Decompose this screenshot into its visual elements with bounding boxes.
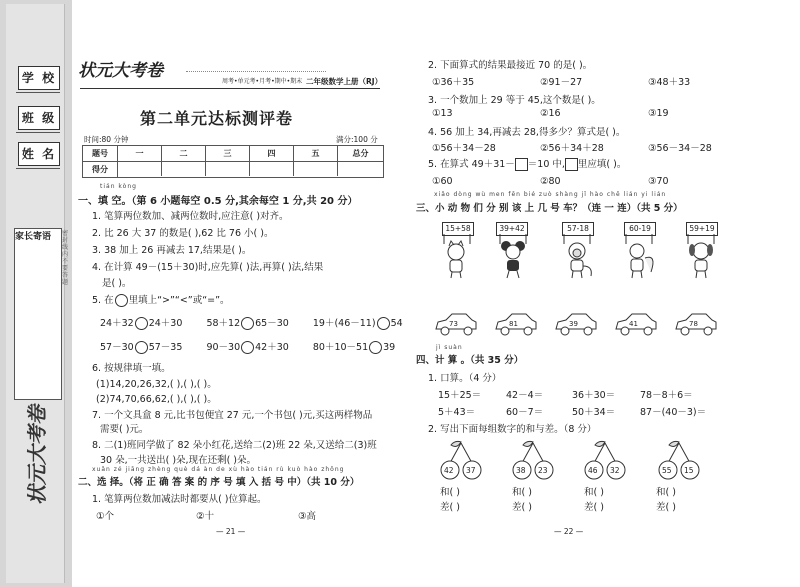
s4-oral-label: 1. 口算。（4 分） <box>428 373 502 384</box>
score-cell-2: 二 <box>162 146 206 161</box>
cherry-2-left: 38 <box>516 466 526 475</box>
animal-cat-icon[interactable] <box>436 220 480 280</box>
page-number-left: — 21 — <box>216 527 246 536</box>
car-4[interactable] <box>614 311 658 337</box>
s2-q5-b: ＝10 中, <box>527 159 565 170</box>
score-input-5[interactable] <box>294 162 338 176</box>
expr: 58＋12 <box>206 318 241 329</box>
s2-q1-opt2[interactable]: ②十 <box>196 511 215 522</box>
s2-q1: 1. 笔算两位数加减法时都要从( )位算起。 <box>92 494 267 505</box>
answer-circle[interactable] <box>135 341 148 354</box>
s1-q5 <box>92 292 230 307</box>
sign-1: 15+58 <box>442 222 474 236</box>
s1-q7b: 需要( )元。 <box>100 424 149 435</box>
cherry-2-right: 23 <box>538 466 548 475</box>
s2-q2-opt1[interactable]: ①36＋35 <box>432 77 475 88</box>
score-cell-total: 总分 <box>352 149 369 158</box>
sum-1[interactable]: 和( ) <box>440 487 460 498</box>
section2-pinyin: xuǎn zé jiāng zhèng què dá àn de xù hào tián rù kuò hào zhōng <box>92 466 345 473</box>
school-label: 学 校 <box>18 66 60 90</box>
header-dots <box>186 71 326 72</box>
s1-q1: 1. 笔算两位数加、减两位数时,应注意( )对齐。 <box>92 211 289 222</box>
s2-q5-opt3[interactable]: ③70 <box>648 176 669 187</box>
seal-line-note: 密封线内不要答题 <box>62 230 69 286</box>
score-cell-5: 五 <box>294 146 338 161</box>
section4-heading: 四、计 算 。（共 35 分） <box>416 355 524 366</box>
section1-heading: 一、填 空。（第 6 小题每空 0.5 分,其余每空 1 分,共 20 分） <box>78 196 358 207</box>
grade-text: 二年级数学上册（RJ） <box>306 77 383 86</box>
car-1[interactable] <box>434 311 478 337</box>
s1-q7a: 7. 一个文具盒 8 元,比书包便宜 27 元,一个书包( )元,买这两样物品 <box>92 410 373 421</box>
expr: 42＋30 <box>255 342 289 353</box>
s1-q3: 3. 38 加上 26 再减去 17,结果是( )。 <box>92 245 252 256</box>
s1-q5-pre: 5. 在 <box>92 295 114 306</box>
car-1-number: 73 <box>449 320 458 328</box>
section2-heading: 二、选 择。（将 正 确 答 案 的 序 号 填 入 括 号 中）（共 10 分） <box>78 477 360 488</box>
name-line[interactable] <box>16 168 60 169</box>
strip-logo <box>22 400 52 510</box>
oral-8[interactable]: 87－(40－3)＝ <box>640 407 707 418</box>
s2-q2-opt3[interactable]: ③48＋33 <box>648 77 691 88</box>
cherry-4-right: 15 <box>684 466 694 475</box>
expr: 80＋10－51 <box>312 342 369 353</box>
header-rule <box>80 88 380 89</box>
expr: 90－30 <box>206 342 241 353</box>
s2-q3-opt3[interactable]: ③19 <box>648 108 669 119</box>
blank-square[interactable] <box>515 158 528 171</box>
car-3[interactable] <box>554 311 598 337</box>
oral-2[interactable]: 42－4＝ <box>506 390 544 401</box>
score-input-1[interactable] <box>118 162 162 176</box>
school-line[interactable] <box>16 92 60 93</box>
sum-3[interactable]: 和( ) <box>584 487 604 498</box>
sign-2: 39+42 <box>496 222 528 236</box>
s2-q1-opt1[interactable]: ①个 <box>96 511 115 522</box>
animal-monkey-icon[interactable] <box>556 220 600 280</box>
expr: 24＋30 <box>148 318 183 329</box>
cherry-pair-2 <box>508 440 558 480</box>
cherry-1-right: 37 <box>466 466 476 475</box>
s2-q3-opt1[interactable]: ①13 <box>432 108 453 119</box>
section3-pinyin: xiǎo dòng wù men fēn bié zuò shàng jǐ hào chē lián yi lián <box>434 191 667 198</box>
s1-q5-row2 <box>100 339 395 354</box>
s1-q6-2: (2)74,70,66,62,( ),( ),( )。 <box>96 394 217 405</box>
car-2[interactable] <box>494 311 538 337</box>
section4-pinyin: jì suàn <box>436 344 463 351</box>
sum-4[interactable]: 和( ) <box>656 487 676 498</box>
s1-q4a: 4. 在计算 49－(15＋30)时,应先算( )法,再算( )法,结果 <box>92 262 324 273</box>
diff-1[interactable]: 差( ) <box>440 502 460 513</box>
exam-title: 第二单元达标测评卷 <box>140 109 294 128</box>
expr: 54 <box>390 318 403 329</box>
s1-q5-post: 里填上“>”“<”或“=”。 <box>128 295 230 306</box>
answer-circle[interactable] <box>369 341 382 354</box>
sign-5: 59+19 <box>686 222 718 236</box>
score-cell-header: 题号 <box>83 146 118 161</box>
s2-q5-opt2[interactable]: ②80 <box>540 176 561 187</box>
s2-q4-opt2[interactable]: ②56＋34＋28 <box>540 143 604 154</box>
diff-4[interactable]: 差( ) <box>656 502 676 513</box>
score-cell-3: 三 <box>206 146 250 161</box>
oral-6[interactable]: 60－7＝ <box>506 407 544 418</box>
animal-mouse-icon[interactable] <box>492 220 536 280</box>
section1-pinyin: tián kòng <box>100 183 137 190</box>
cherry-3-right: 32 <box>610 466 620 475</box>
s2-q4-opt3[interactable]: ③56－34－28 <box>648 143 712 154</box>
s2-q2-opt2[interactable]: ②91－27 <box>540 77 583 88</box>
cherry-pair-1 <box>436 440 486 480</box>
s1-q6: 6. 按规律填一填。 <box>92 363 171 374</box>
svg-text:状元大考卷: 状元大考卷 <box>27 405 49 505</box>
expr: 57－35 <box>148 342 183 353</box>
section3-heading: 三、小 动 物 们 分 别 该 上 几 号 车？（连 一 连）（共 5 分） <box>416 203 683 214</box>
oral-4[interactable]: 78－8＋6＝ <box>640 390 693 401</box>
car-3-number: 39 <box>569 320 578 328</box>
s4-cherry-label: 2. 写出下面每组数字的和与差。（8 分） <box>428 424 597 435</box>
svg-text:状元大考卷: 状元大考卷 <box>78 61 163 80</box>
blank-square[interactable] <box>565 158 578 171</box>
score-input-4[interactable] <box>250 162 294 176</box>
parent-comment-box[interactable] <box>14 228 62 400</box>
class-label: 班 级 <box>18 106 60 130</box>
sign-4: 60-19 <box>624 222 656 236</box>
s2-q1-opt3[interactable]: ③高 <box>298 511 317 522</box>
score-input-2[interactable] <box>162 162 206 176</box>
cherry-pair-3 <box>580 440 630 480</box>
page-number-right: — 22 — <box>554 527 584 536</box>
diff-3[interactable]: 差( ) <box>584 502 604 513</box>
car-2-number: 81 <box>509 320 518 328</box>
expr: 65－30 <box>255 318 289 329</box>
compare-circle-icon <box>115 294 128 307</box>
class-line[interactable] <box>16 132 60 133</box>
animal-dog-icon[interactable] <box>680 220 724 280</box>
score-cell-1: 一 <box>118 146 162 161</box>
score-cell-4: 四 <box>250 146 294 161</box>
s2-q2: 2. 下面算式的结果最接近 70 的是( )。 <box>428 60 593 71</box>
s1-q2: 2. 比 26 大 37 的数是( ),62 比 76 小( )。 <box>92 228 274 239</box>
score-input-total[interactable] <box>338 162 383 176</box>
cherry-4-left: 55 <box>662 466 672 475</box>
expr: 39 <box>383 342 396 353</box>
s2-q3: 3. 一个数加上 29 等于 45,这个数是( )。 <box>428 95 601 106</box>
animal-squirrel-icon[interactable] <box>618 220 662 280</box>
exam-time: 时间:80 分钟 <box>84 135 129 144</box>
logo <box>78 56 163 82</box>
oral-7[interactable]: 50＋34＝ <box>572 407 616 418</box>
s1-q4b: 是( )。 <box>102 278 132 289</box>
sign-3: 57-18 <box>562 222 594 236</box>
cherry-3-left: 46 <box>588 466 598 475</box>
cherry-pair-4 <box>654 440 704 480</box>
exam-full-score: 满分:100 分 <box>336 135 378 144</box>
s2-q5-a: 5. 在算式 49＋31－ <box>428 159 515 170</box>
answer-circle[interactable] <box>377 317 390 330</box>
answer-circle[interactable] <box>135 317 148 330</box>
s1-q5-row1 <box>100 315 403 330</box>
s1-q6-1: (1)14,20,26,32,( ),( ),( )。 <box>96 379 217 390</box>
sum-2[interactable]: 和( ) <box>512 487 532 498</box>
car-5-number: 78 <box>689 320 698 328</box>
oral-1[interactable]: 15＋25＝ <box>438 390 482 401</box>
cherry-1-left: 42 <box>444 466 454 475</box>
answer-circle[interactable] <box>241 341 254 354</box>
answer-circle[interactable] <box>241 317 254 330</box>
s2-q5-c: 里应填( )。 <box>577 159 627 170</box>
oral-3[interactable]: 36＋30＝ <box>572 390 616 401</box>
series-text: 周考•单元考•月考•期中•期末 <box>222 78 303 85</box>
s2-q5-opt1[interactable]: ①60 <box>432 176 453 187</box>
s2-q4: 4. 56 加上 34,再减去 28,得多少？算式是( )。 <box>428 127 626 138</box>
score-row-label: 得分 <box>83 162 118 177</box>
parent-comment-label: 家长寄语 <box>15 232 52 242</box>
expr: 57－30 <box>100 342 134 353</box>
expr: 19＋(46－11) <box>312 318 376 329</box>
car-4-number: 41 <box>629 320 638 328</box>
s2-q3-opt2[interactable]: ②16 <box>540 108 561 119</box>
s2-q5 <box>428 156 626 171</box>
oral-5[interactable]: 5＋43＝ <box>438 407 476 418</box>
car-5[interactable] <box>674 311 718 337</box>
score-table <box>82 145 384 178</box>
expr: 24＋32 <box>100 318 134 329</box>
s1-q8b: 30 朵,一共送出( )朵,现在还剩( )朵。 <box>100 455 257 466</box>
score-input-3[interactable] <box>206 162 250 176</box>
s1-q8a: 8. 二(1)班同学做了 82 朵小红花,送给二(2)班 22 朵,又送给二(3)班 <box>92 440 377 451</box>
diff-2[interactable]: 差( ) <box>512 502 532 513</box>
name-label: 姓 名 <box>18 142 60 166</box>
s2-q4-opt1[interactable]: ①56＋34－28 <box>432 143 496 154</box>
